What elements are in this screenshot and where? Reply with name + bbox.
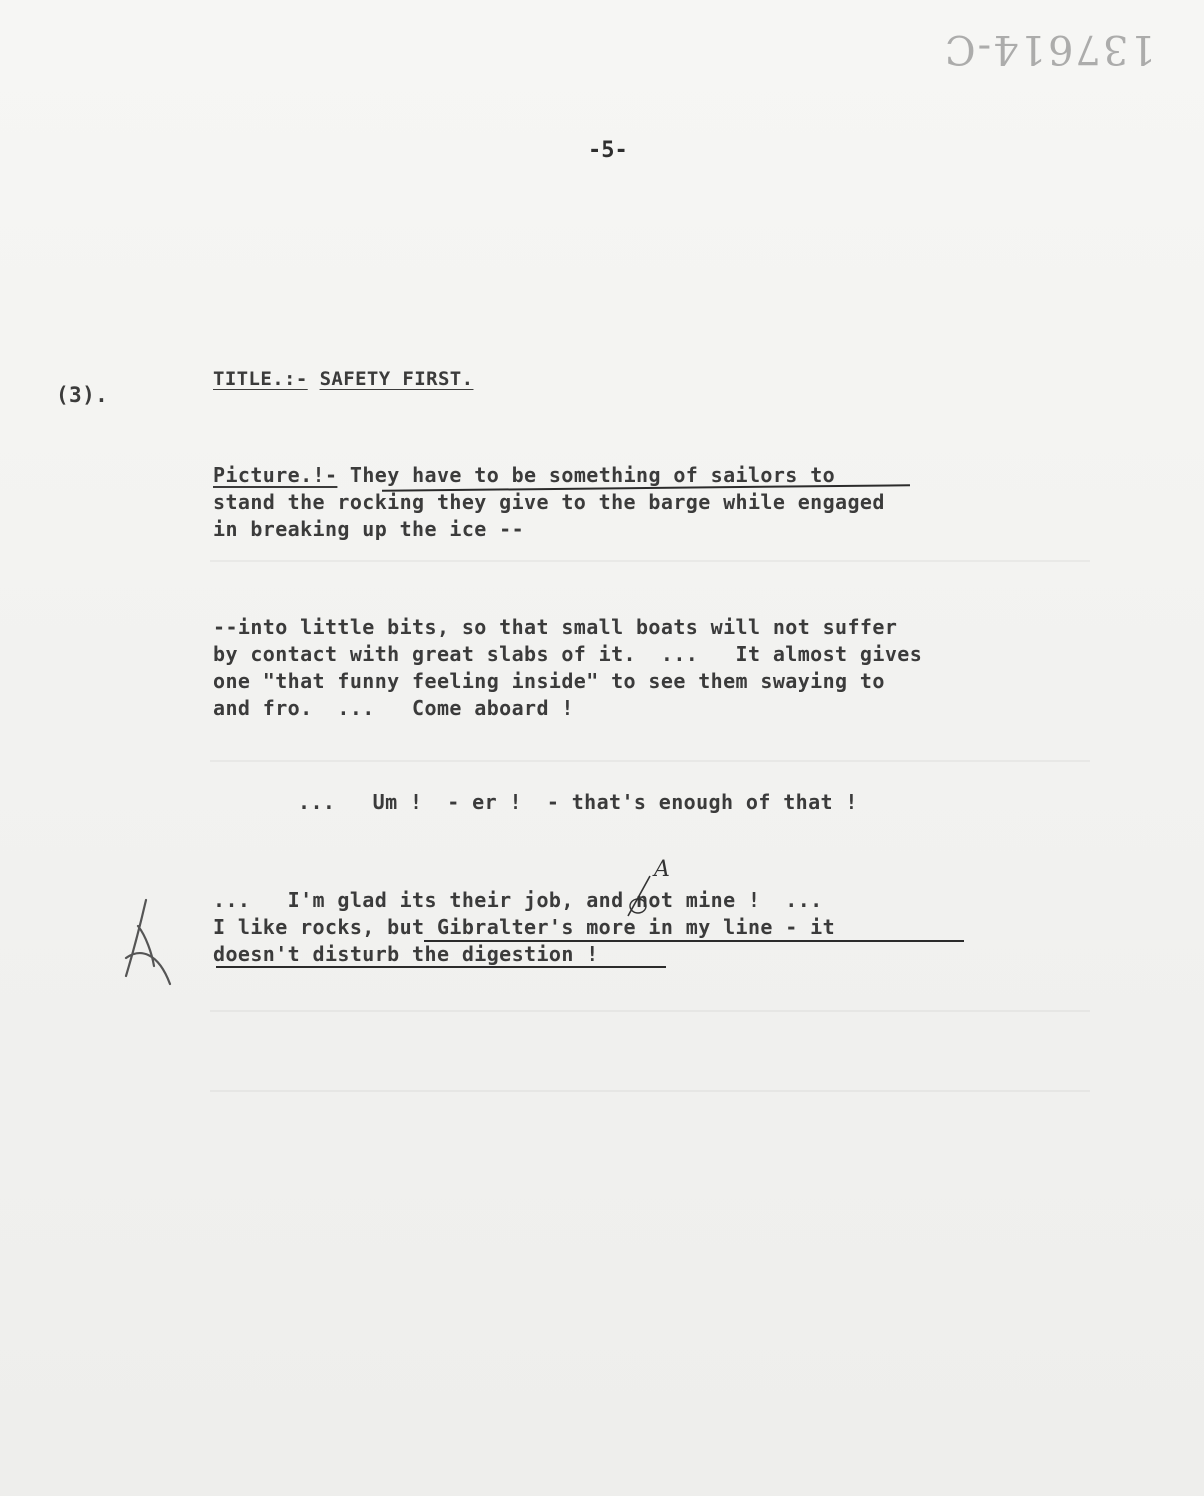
ink-underline bbox=[424, 940, 964, 942]
ink-underline bbox=[216, 966, 666, 968]
handwritten-catalog-number: 137614-C bbox=[943, 26, 1156, 72]
paragraph-ice bbox=[213, 614, 922, 722]
title-line bbox=[213, 366, 473, 393]
paragraph-line: --into little bits, so that small boats will not suffer bbox=[213, 615, 898, 639]
paragraph-line: ... I'm glad its their job, and not mine ! ... bbox=[213, 888, 823, 912]
paragraph-um: ... Um ! - er ! - that's enough of that ! bbox=[298, 790, 858, 814]
paragraph-line: I like rocks, but Gibralter's more in my line - it bbox=[213, 915, 836, 939]
picture-label: Picture.!- bbox=[213, 463, 338, 487]
paragraph-line: one "that funny feeling inside" to see them swaying to bbox=[213, 669, 885, 693]
paragraph-picture bbox=[213, 462, 885, 543]
paragraph-line: and fro. ... Come aboard ! bbox=[213, 696, 574, 720]
paragraph-line: by contact with great slabs of it. ... It almost gives bbox=[213, 642, 923, 666]
paragraph-gibralter bbox=[213, 887, 835, 968]
item-number: (3). bbox=[56, 383, 109, 407]
paper-texture bbox=[210, 1090, 1090, 1092]
paragraph-line: in breaking up the ice -- bbox=[213, 517, 525, 541]
paper-texture bbox=[210, 560, 1090, 562]
paper-texture bbox=[210, 760, 1090, 762]
correction-slash bbox=[620, 872, 660, 922]
title-label: TITLE.:- bbox=[213, 368, 308, 390]
paragraph-line: stand the rocking they give to the barge while engaged bbox=[213, 490, 885, 514]
handwritten-check-mark bbox=[118, 896, 178, 991]
page-number: -5- bbox=[588, 138, 628, 163]
handwritten-correction-letter: A bbox=[654, 857, 670, 882]
title-text: SAFETY FIRST. bbox=[319, 368, 474, 390]
paper-texture bbox=[210, 1010, 1090, 1012]
paragraph-line: They have to be something of sailors to bbox=[349, 463, 836, 487]
paragraph-line: doesn't disturb the digestion ! bbox=[213, 942, 599, 966]
